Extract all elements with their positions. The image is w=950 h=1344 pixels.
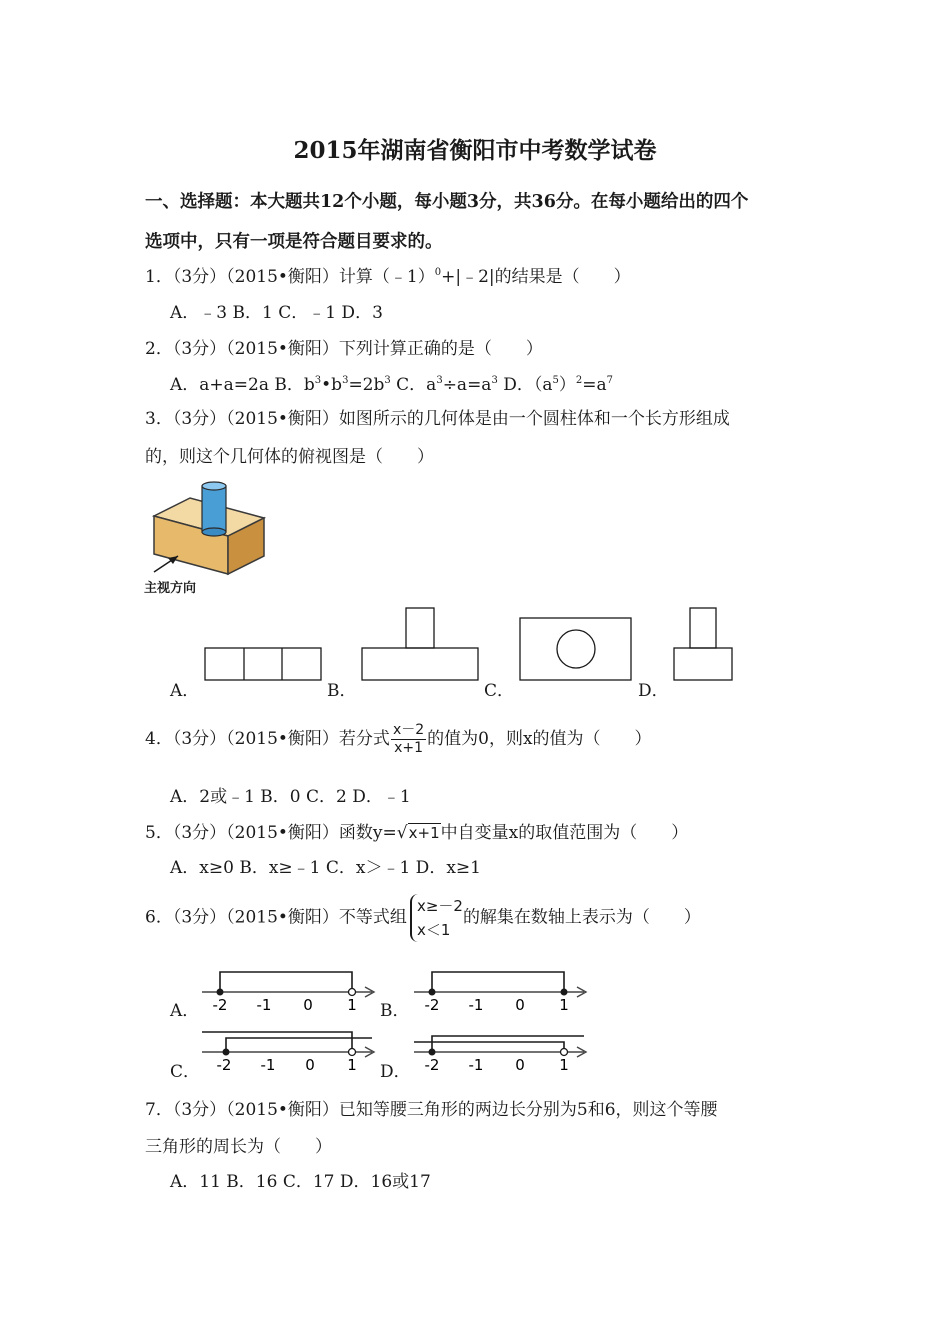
tick-label: -2 [424,996,440,1014]
q2-opt-part: =a [582,375,607,395]
q2-opt-part: D．（a [497,375,553,395]
sqrt-sign: √ [396,823,408,843]
tick-label: -2 [424,1056,440,1074]
q2-sup: 3 [314,375,322,386]
tick-label: -2 [216,1056,232,1074]
closed-point [429,989,436,996]
q2-sup: 3 [342,375,349,386]
tick-label: 0 [515,1056,525,1074]
question-7-line2: 三角形的周长为（ ） [145,1137,332,1157]
tick-label: -1 [468,1056,484,1074]
upper-rect [690,608,716,648]
page-title: 2015年湖南省衡阳市中考数学试卷 [293,137,657,164]
q6-stem-part1: 6．（3分）（2015•衡阳）不等式组 [145,907,407,928]
tick-label: 0 [515,996,525,1014]
q2-sup: 3 [384,375,391,386]
q6-option-a-label: A． [170,1001,200,1021]
section-heading-line1: 一、选择题：本大题共12个小题，每小题3分，共36分。在每小题给出的四个 [145,192,749,212]
upper-rect [406,608,434,648]
q5-stem-part2: 中自变量x的取值范围为（ ） [440,823,689,843]
q3-option-d-figure [672,606,736,682]
circle [557,630,595,668]
fraction-numerator: x－2 [392,722,425,738]
q2-opt-part: C．a [390,375,437,395]
q2-sup: 2 [575,375,583,386]
q6-number-line-c [200,1026,380,1074]
question-2-stem: 2．（3分）（2015•衡阳）下列计算正确的是（ ） [145,339,543,359]
q2-opt-part: =2b [348,375,385,395]
q4-fraction [391,722,426,757]
closed-point [429,1049,436,1056]
question-2-options [170,370,613,395]
sqrt-content: x+1 [408,824,440,842]
solution-ray-left [414,1042,564,1052]
q2-opt-part: •b [321,375,343,395]
question-4-options: A．2或﹣1 B．0 C．2 D．﹣1 [170,787,411,807]
lower-rect [362,648,478,680]
closed-point [561,989,568,996]
question-1-options: A．﹣3 B．1 C．﹣1 D．3 [170,303,383,323]
q6-stem-part2: 的解集在数轴上表示为（ ） [462,907,701,928]
question-6-stem [145,894,701,942]
tick-label: 0 [305,1056,315,1074]
q3-option-a-label: A． [170,681,200,701]
open-point [349,1049,356,1056]
question-7-options: A．11 B．16 C．17 D．16或17 [170,1172,431,1192]
cylinder-bottom [202,528,226,536]
q4-stem-part1: 4．（3分）（2015•衡阳）若分式 [145,729,390,749]
q3-option-c-figure [518,616,634,682]
q2-sup: 3 [436,375,443,386]
q1-stem-part2: +|﹣2|的结果是（ ） [441,267,631,287]
section-heading-line2: 选项中，只有一项是符合题目要求的。 [145,232,443,252]
q1-exponent: 0 [434,267,442,278]
tick-label: -1 [256,996,272,1014]
open-point [561,1049,568,1056]
question-5-stem [145,818,688,843]
solution-bracket [220,972,352,992]
cylinder-body [202,486,226,532]
q6-option-d-label: D． [380,1062,411,1082]
q3-option-b-figure [360,606,482,682]
question-1-stem [145,262,631,287]
closed-point [223,1049,230,1056]
question-5-options: A．x≥0 B．x≥﹣1 C．x＞﹣1 D．x≥1 [170,858,481,878]
q5-stem-part1: 5．（3分）（2015•衡阳）函数y= [145,823,397,843]
outer-rect [205,648,321,680]
q2-sup: 5 [552,375,559,386]
view-direction-caption: 主视方向 [144,581,197,596]
q3-option-b-label: B． [327,681,357,701]
q2-sup: 7 [606,375,614,386]
q2-opt-part: ） [558,375,576,395]
q3-option-d-label: D． [638,681,669,701]
q3-option-a-figure [204,646,324,682]
tick-label: 0 [303,996,313,1014]
q4-stem-part2: 的值为0，则x的值为（ ） [427,729,652,749]
q3-option-c-label: C． [484,681,515,701]
lower-rect [674,648,732,680]
inequality-system [410,894,463,942]
tick-label: 1 [559,1056,569,1074]
cylinder-top [202,482,226,490]
inequality-1: x≥－2 [416,897,463,915]
solution-bracket [432,972,564,992]
question-4-stem [145,722,652,757]
outer-rect [520,618,631,680]
q2-opt-part: ÷a=a [442,375,492,395]
q6-option-b-label: B． [380,1001,410,1021]
closed-point [217,989,224,996]
q6-number-line-b [412,966,592,1014]
inequality-2: x＜1 [416,921,451,939]
q6-number-line-d [412,1026,592,1074]
tick-label: -1 [468,996,484,1014]
tick-label: -2 [212,996,228,1014]
tick-label: 1 [559,996,569,1014]
q6-number-line-a [200,966,380,1014]
tick-label: 1 [347,1056,357,1074]
tick-label: 1 [347,996,357,1014]
q1-stem-part1: 1．（3分）（2015•衡阳）计算（﹣1） [145,267,435,287]
question-3-line2: 的，则这个几何体的俯视图是（ ） [145,447,434,467]
question-7-line1: 7．（3分）（2015•衡阳）已知等腰三角形的两边长分别为5和6，则这个等腰 [145,1100,718,1120]
open-point [349,989,356,996]
q6-option-c-label: C． [170,1062,201,1082]
fraction-denominator: x+1 [394,740,423,756]
tick-label: -1 [260,1056,276,1074]
q2-opt-part: A．a+a=2a B．b [170,375,315,395]
q2-sup: 3 [491,375,498,386]
question-3-line1: 3．（3分）（2015•衡阳）如图所示的几何体是由一个圆柱体和一个长方形组成 [145,409,730,429]
